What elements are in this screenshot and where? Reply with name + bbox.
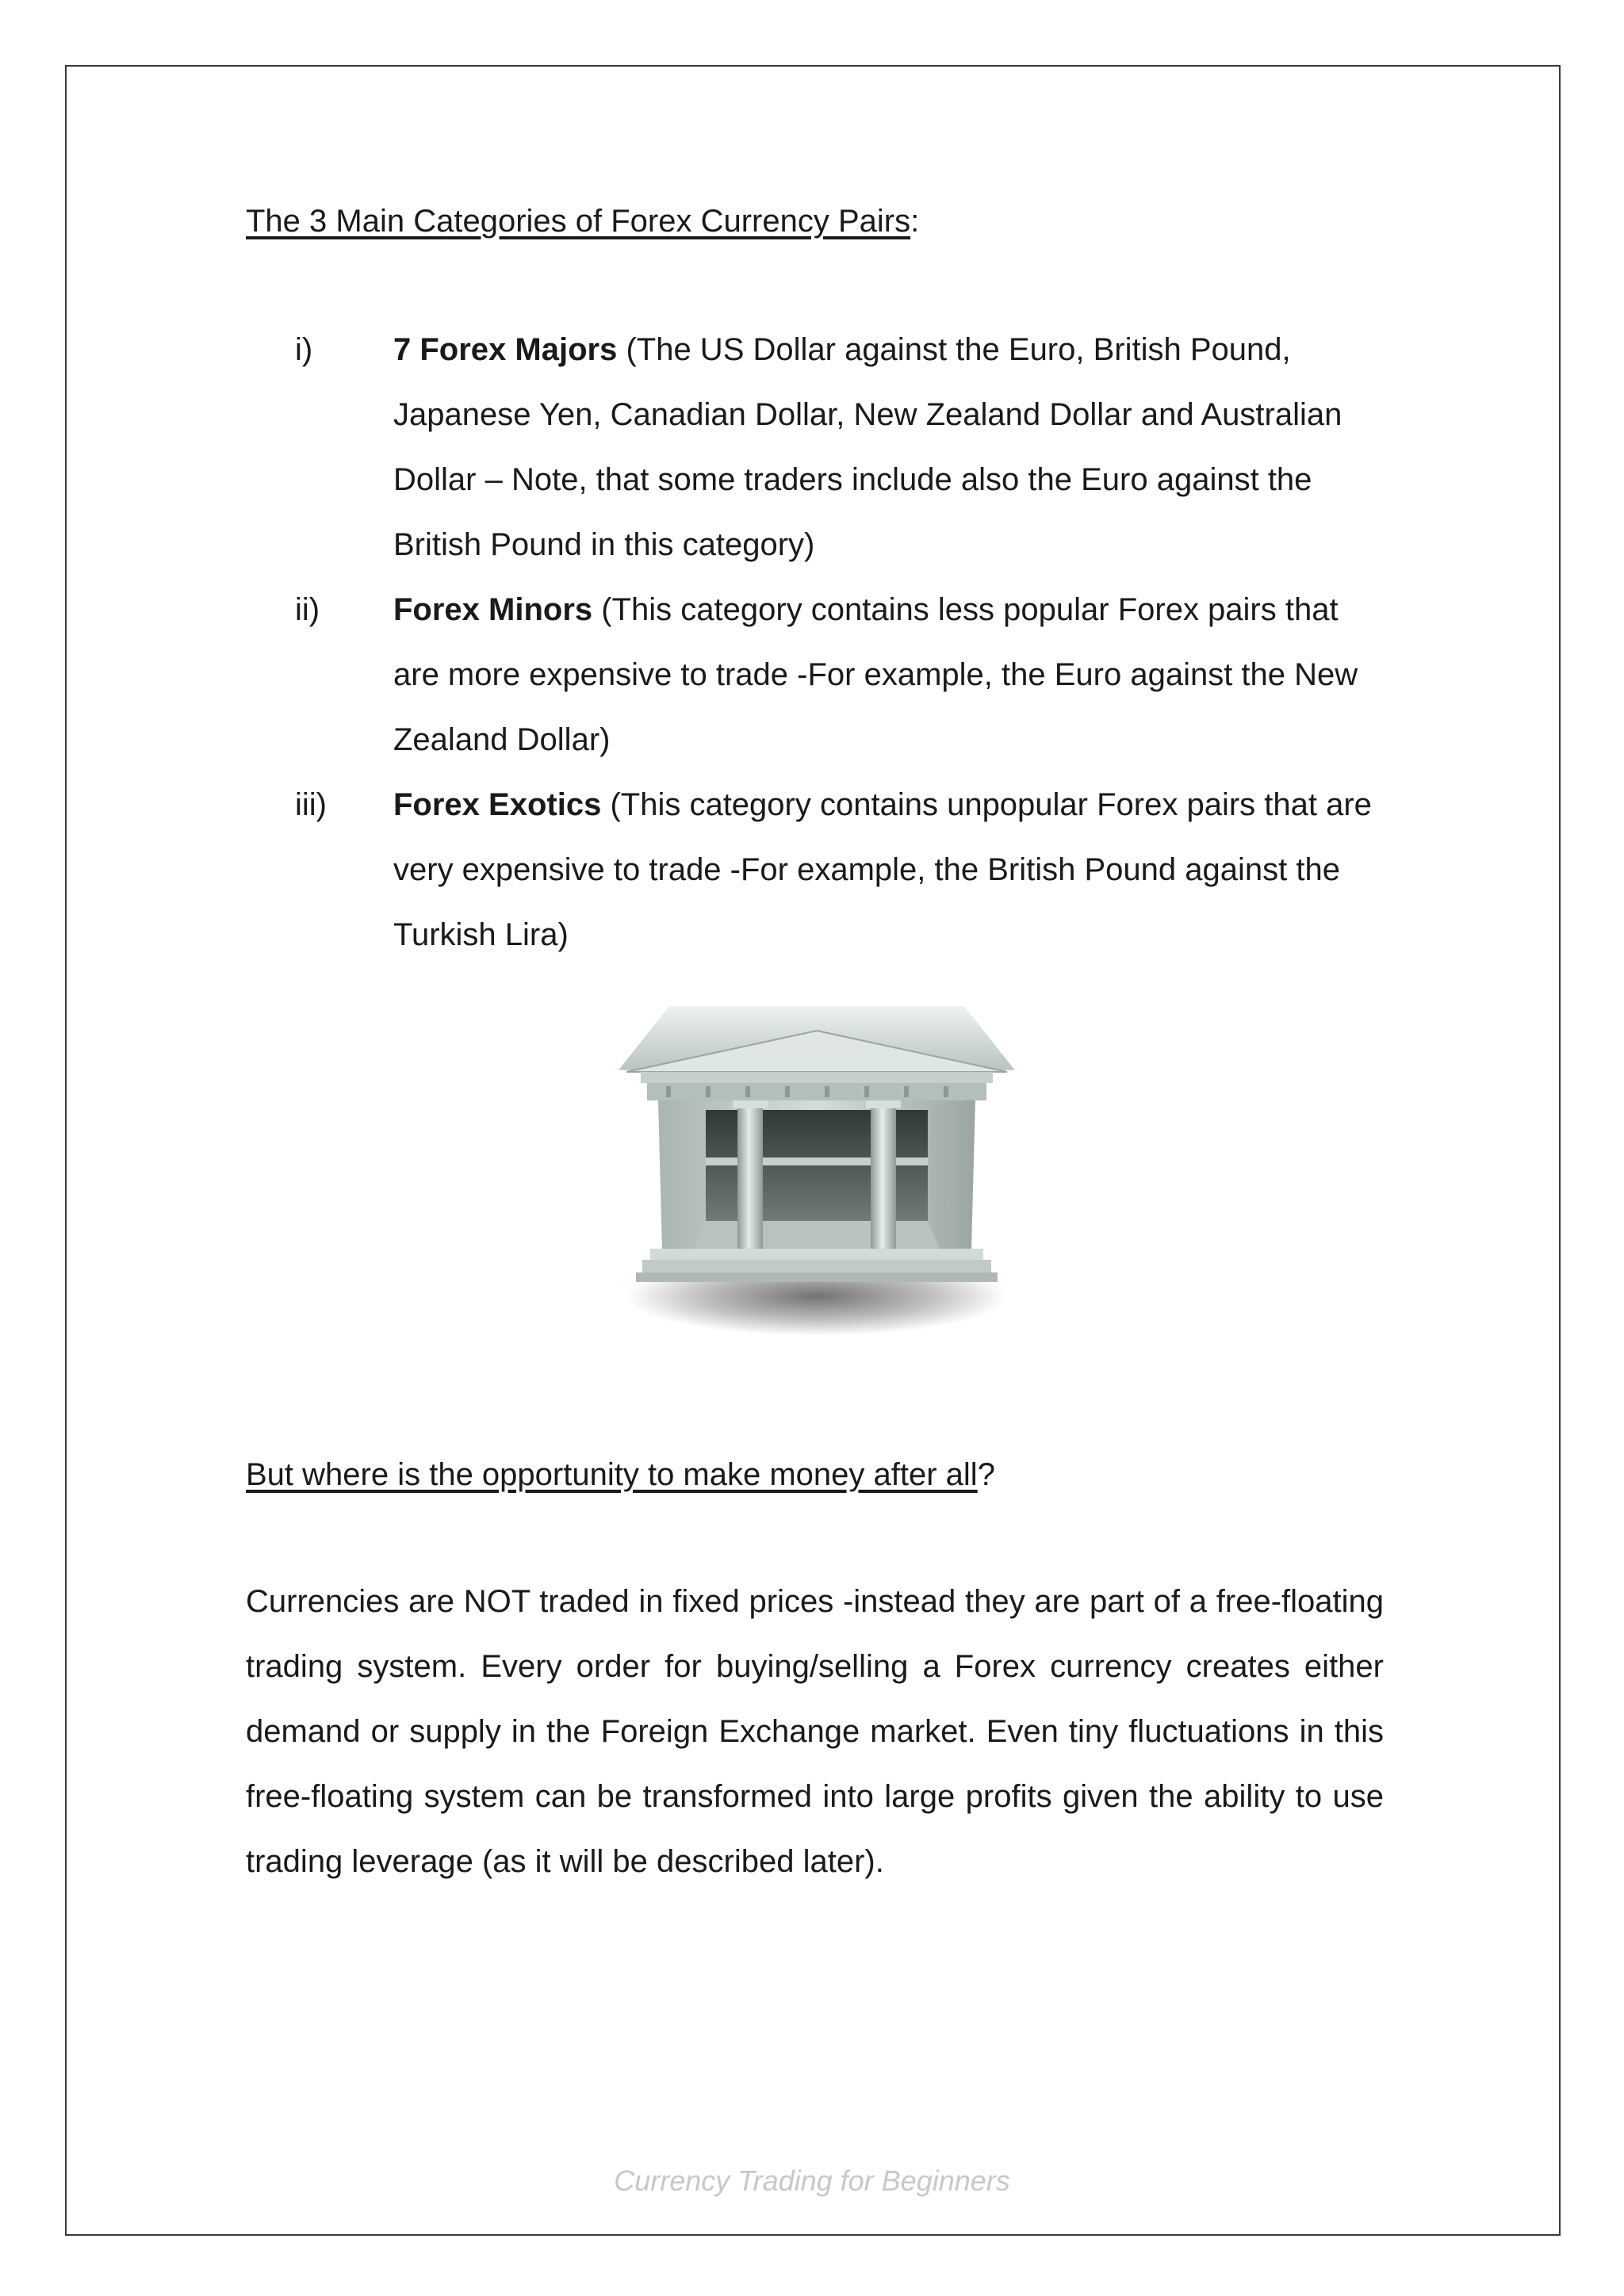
- list-item: [246, 317, 1384, 577]
- list-item-text: (This category contains unpopular Forex pairs that are very expensive to trade -For example, the British Pound against the Turkish Lira): [393, 787, 1372, 952]
- body-paragraph: Currencies are NOT traded in fixed prices -instead they are part of a free-floating trading system. Every order for buying/selling a Forex currency creates either demand or supply in the Foreign Exchange market. Even tiny fluctuations in this free-floating system can be transformed into large profits given the ability to use trading leverage (as it will be described later).: [246, 1584, 1384, 1879]
- list-marker: i): [295, 332, 313, 367]
- section-heading-categories: [246, 189, 919, 254]
- category-list: [246, 317, 1384, 967]
- section-heading-categories-text: The 3 Main Categories of Forex Currency Pairs: [246, 204, 911, 239]
- list-item: [246, 577, 1384, 772]
- section-heading-opportunity-suffix: ?: [977, 1457, 995, 1492]
- bank-building-icon: [619, 983, 1015, 1340]
- list-marker: iii): [295, 787, 327, 822]
- list-item-lead: 7 Forex Majors: [393, 332, 618, 367]
- list-item-text: (The US Dollar against the Euro, British Pound, Japanese Yen, Canadian Dollar, New Zealand Dollar and Australian Dollar – Note, that some traders include also the Euro against the British Pound in this category): [393, 332, 1342, 562]
- list-item-lead: Forex Minors: [393, 592, 593, 627]
- list-item: [246, 772, 1384, 967]
- list-item-lead: Forex Exotics: [393, 787, 602, 822]
- list-item-text: (This category contains less popular Forex pairs that are more expensive to trade -For example, the Euro against the New Zealand Dollar): [393, 592, 1358, 757]
- section-heading-categories-suffix: :: [910, 204, 920, 239]
- section-heading-opportunity-text: But where is the opportunity to make money after all: [246, 1457, 978, 1492]
- list-marker: ii): [295, 592, 320, 627]
- page-footer: Currency Trading for Beginners: [614, 2164, 1010, 2197]
- section-heading-opportunity: [246, 1442, 995, 1507]
